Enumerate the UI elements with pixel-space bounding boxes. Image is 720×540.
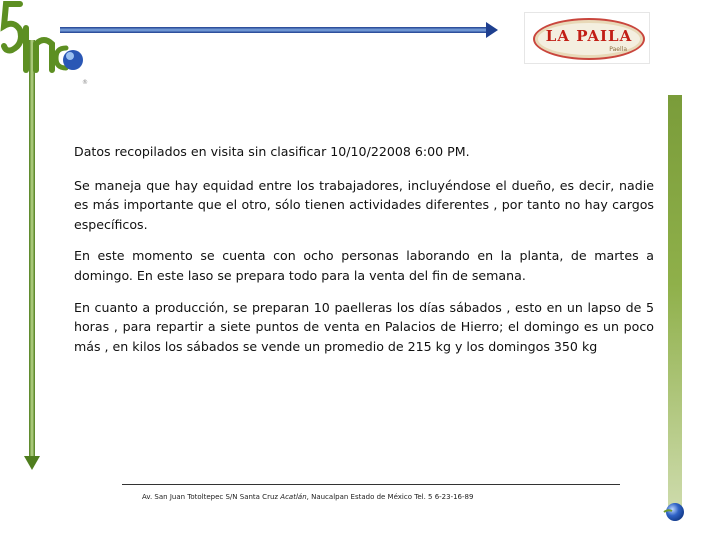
- brand-logo: [524, 12, 650, 64]
- svg-text:®: ®: [82, 79, 88, 86]
- brand-subtitle: Paella: [609, 46, 627, 53]
- footer-address-part1: Av. San Juan Totoltepec S/N Santa Cruz: [142, 493, 281, 501]
- logo-mark: [0, 0, 100, 100]
- footer-address-part2: Acatlán: [280, 493, 307, 501]
- brand-name: LA PAILA: [545, 27, 633, 45]
- slide-title: Datos recopilados en visita sin clasificar 10/10/22008 6:00 PM.: [74, 144, 470, 159]
- paragraph-3: En cuanto a producción, se preparan 10 paelleras los días sábados , esto en un lapso de 5 horas , para repartir a siete puntos de venta en Palacios de Hierro; el domingo es un poco más , en kilos los sábados se vende un promedio de 215 kg y los domingos 350 kg: [74, 299, 654, 354]
- paragraph-1: Se maneja que hay equidad entre los trabajadores, incluyéndose el dueño, es decir, nadie es más importante que el otro, sólo tienen actividades diferentes , por tanto no hay cargos específicos.: [74, 177, 654, 232]
- sphere-icon: [662, 500, 686, 524]
- slide-body: [74, 142, 654, 368]
- arrow-right-icon: [60, 22, 498, 38]
- footer-address: [142, 493, 612, 501]
- arrow-down-icon: [24, 40, 40, 470]
- side-accent-bar: [668, 95, 682, 515]
- footer-divider: [122, 484, 620, 485]
- paragraph-2: En este momento se cuenta con ocho personas laborando en la planta, de martes a domingo. En este laso se prepara todo para la venta del fin de semana.: [74, 248, 654, 283]
- footer-address-part3: , Naucalpan Estado de México Tel. 5 6-23-16-89: [306, 493, 474, 501]
- brand-emblem: [533, 18, 645, 60]
